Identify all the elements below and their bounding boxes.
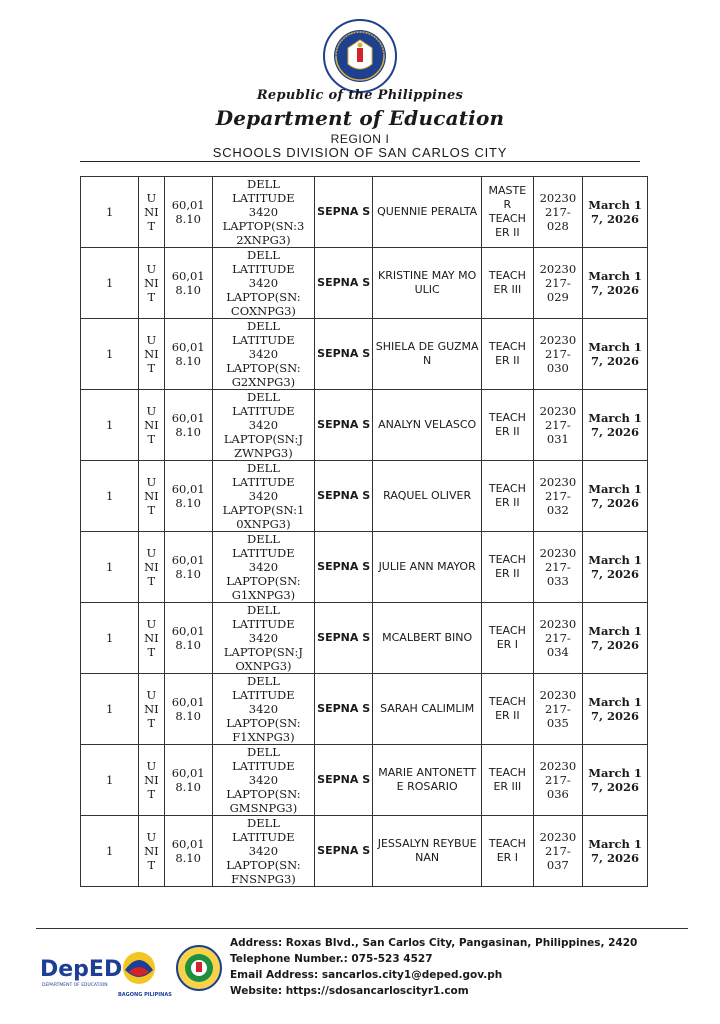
property-number-cell-line: 20230 bbox=[539, 759, 577, 773]
property-number-cell-line: 028 bbox=[546, 219, 569, 233]
quantity-cell: 1 bbox=[81, 816, 139, 887]
table-row bbox=[81, 603, 648, 674]
position-cell-line: TEACH bbox=[488, 695, 526, 708]
description-cell-line: LAPTOP(SN:1 bbox=[222, 503, 305, 517]
unit-cell-line: U bbox=[146, 404, 157, 418]
unit-cost-cell-line: 8.10 bbox=[175, 425, 201, 439]
footer-divider bbox=[36, 928, 688, 929]
unit-cell-line: T bbox=[147, 574, 156, 588]
property-number-cell bbox=[533, 461, 582, 532]
unit-cell bbox=[139, 390, 164, 461]
quantity-cell: 1 bbox=[81, 745, 139, 816]
employee-name-cell: JULIE ANN MAYOR bbox=[373, 532, 482, 603]
quantity-cell: 1 bbox=[81, 390, 139, 461]
property-number-cell-line: 033 bbox=[546, 574, 569, 588]
property-number-cell bbox=[533, 816, 582, 887]
unit-cost-cell-line: 8.10 bbox=[175, 283, 201, 297]
bagong-pilipinas-logo bbox=[118, 952, 172, 998]
description-cell-line: 3420 bbox=[248, 702, 279, 716]
footer-email: Email Address: sancarlos.city1@deped.gov.ph bbox=[230, 969, 503, 981]
position-cell-line: ER I bbox=[496, 851, 519, 864]
description-cell bbox=[212, 319, 314, 390]
description-cell-line: LATITUDE bbox=[232, 404, 295, 418]
property-number-cell bbox=[533, 745, 582, 816]
unit-cost-cell bbox=[164, 390, 212, 461]
description-cell-line: LAPTOP(SN:3 bbox=[222, 219, 305, 233]
property-number-cell-line: 20230 bbox=[539, 404, 577, 418]
position-cell-line: TEACH bbox=[488, 624, 526, 637]
description-cell-line: LATITUDE bbox=[232, 191, 295, 205]
position-cell-line: TEACH bbox=[488, 766, 526, 779]
date-cell: March 17, 2026 bbox=[583, 319, 648, 390]
position-cell-line: TEACH bbox=[488, 837, 526, 850]
source-cell: SEPNA S bbox=[315, 674, 373, 745]
employee-name-cell: KRISTINE MAY MOULIC bbox=[373, 248, 482, 319]
unit-cost-cell-line: 60,01 bbox=[171, 198, 205, 212]
property-number-cell bbox=[533, 319, 582, 390]
description-cell-line: 3420 bbox=[248, 773, 279, 787]
description-cell-line: 3420 bbox=[248, 489, 279, 503]
position-cell-line: R bbox=[503, 198, 512, 211]
unit-cell-line: U bbox=[146, 830, 157, 844]
property-number-cell bbox=[533, 674, 582, 745]
property-table bbox=[80, 176, 648, 887]
position-cell-line: ER III bbox=[493, 780, 522, 793]
description-cell-line: GMSNPG3) bbox=[229, 801, 298, 815]
description-cell bbox=[212, 532, 314, 603]
description-cell-line: LATITUDE bbox=[232, 688, 295, 702]
employee-name-cell: SHIELA DE GUZMAN bbox=[373, 319, 482, 390]
description-cell-line: LAPTOP(SN:J bbox=[223, 645, 303, 659]
unit-cost-cell bbox=[164, 248, 212, 319]
description-cell-line: ZWNPG3) bbox=[234, 446, 293, 460]
description-cell-line: LATITUDE bbox=[232, 546, 295, 560]
unit-cell-line: U bbox=[146, 191, 157, 205]
table-row bbox=[81, 319, 648, 390]
position-cell-line: MASTE bbox=[488, 184, 527, 197]
position-cell bbox=[482, 248, 534, 319]
description-cell-line: 3420 bbox=[248, 844, 279, 858]
unit-cell bbox=[139, 745, 164, 816]
position-cell-line: TEACH bbox=[488, 553, 526, 566]
description-cell-line: DELL bbox=[246, 390, 280, 404]
footer-website: Website: https://sdosancarloscityr1.com bbox=[230, 985, 469, 997]
unit-cell bbox=[139, 532, 164, 603]
description-cell-line: DELL bbox=[246, 461, 280, 475]
property-number-cell-line: 20230 bbox=[539, 546, 577, 560]
property-number-cell-line: 035 bbox=[546, 716, 569, 730]
unit-cost-cell-line: 8.10 bbox=[175, 709, 201, 723]
position-cell-line: ER II bbox=[495, 354, 520, 367]
position-cell bbox=[482, 177, 534, 248]
description-cell-line: 0XNPG3) bbox=[236, 517, 291, 531]
description-cell-line: DELL bbox=[246, 603, 280, 617]
property-number-cell-line: 217- bbox=[544, 276, 571, 290]
property-number-cell-line: 034 bbox=[546, 645, 569, 659]
employee-name-cell: ANALYN VELASCO bbox=[373, 390, 482, 461]
unit-cost-cell bbox=[164, 319, 212, 390]
unit-cell-line: T bbox=[147, 290, 156, 304]
quantity-cell: 1 bbox=[81, 248, 139, 319]
property-number-cell-line: 20230 bbox=[539, 191, 577, 205]
property-number-cell-line: 029 bbox=[546, 290, 569, 304]
description-cell-line: OXNPG3) bbox=[235, 659, 292, 673]
source-cell: SEPNA S bbox=[315, 816, 373, 887]
unit-cost-cell bbox=[164, 532, 212, 603]
unit-cost-cell-line: 8.10 bbox=[175, 780, 201, 794]
position-cell-line: ER II bbox=[495, 226, 520, 239]
property-number-cell-line: 217- bbox=[544, 205, 571, 219]
source-cell: SEPNA S bbox=[315, 603, 373, 674]
position-cell-line: ER II bbox=[495, 709, 520, 722]
property-number-cell bbox=[533, 603, 582, 674]
description-cell-line: LAPTOP(SN:J bbox=[223, 432, 303, 446]
unit-cost-cell-line: 8.10 bbox=[175, 496, 201, 510]
table-row bbox=[81, 248, 648, 319]
table-row bbox=[81, 390, 648, 461]
position-cell bbox=[482, 461, 534, 532]
unit-cell-line: T bbox=[147, 361, 156, 375]
source-cell: SEPNA S bbox=[315, 461, 373, 532]
footer-contact bbox=[230, 935, 637, 999]
employee-name-cell: MARIE ANTONETTE ROSARIO bbox=[373, 745, 482, 816]
unit-cell-line: NI bbox=[144, 276, 159, 290]
department-heading: Department of Education bbox=[215, 106, 505, 130]
unit-cell bbox=[139, 603, 164, 674]
description-cell-line: LATITUDE bbox=[232, 333, 295, 347]
unit-cell-line: T bbox=[147, 432, 156, 446]
republic-heading: Republic of the Philippines bbox=[256, 88, 464, 103]
date-cell: March 17, 2026 bbox=[583, 390, 648, 461]
unit-cell bbox=[139, 248, 164, 319]
property-number-cell-line: 217- bbox=[544, 844, 571, 858]
description-cell bbox=[212, 177, 314, 248]
employee-name-cell: JESSALYN REYBUENAN bbox=[373, 816, 482, 887]
unit-cost-cell-line: 60,01 bbox=[171, 482, 205, 496]
unit-cost-cell-line: 8.10 bbox=[175, 851, 201, 865]
position-cell-line: ER II bbox=[495, 567, 520, 580]
description-cell bbox=[212, 745, 314, 816]
deped-logo-text: DepED bbox=[40, 957, 123, 982]
unit-cell-line: NI bbox=[144, 418, 159, 432]
description-cell bbox=[212, 461, 314, 532]
position-cell-line: ER I bbox=[496, 638, 519, 651]
unit-cost-cell-line: 60,01 bbox=[171, 766, 205, 780]
position-cell bbox=[482, 603, 534, 674]
employee-name-cell: MCALBERT BINO bbox=[373, 603, 482, 674]
position-cell-line: ER III bbox=[493, 283, 522, 296]
unit-cell-line: T bbox=[147, 503, 156, 517]
unit-cost-cell-line: 8.10 bbox=[175, 354, 201, 368]
unit-cost-cell bbox=[164, 816, 212, 887]
property-number-cell-line: 20230 bbox=[539, 333, 577, 347]
unit-cell-line: NI bbox=[144, 631, 159, 645]
description-cell-line: 3420 bbox=[248, 418, 279, 432]
deped-seal-logo bbox=[322, 18, 398, 94]
position-cell bbox=[482, 319, 534, 390]
unit-cell-line: U bbox=[146, 759, 157, 773]
table-row bbox=[81, 816, 648, 887]
description-cell-line: LATITUDE bbox=[232, 759, 295, 773]
unit-cell-line: U bbox=[146, 688, 157, 702]
division-heading: SCHOOLS DIVISION OF SAN CARLOS CITY bbox=[212, 145, 508, 160]
unit-cost-cell bbox=[164, 461, 212, 532]
property-number-cell-line: 217- bbox=[544, 347, 571, 361]
quantity-cell: 1 bbox=[81, 319, 139, 390]
position-cell-line: TEACH bbox=[488, 212, 526, 225]
date-cell: March 17, 2026 bbox=[583, 603, 648, 674]
description-cell bbox=[212, 390, 314, 461]
footer-telephone: Telephone Number.: 075-523 4527 bbox=[230, 953, 433, 965]
unit-cell bbox=[139, 319, 164, 390]
unit-cell-line: U bbox=[146, 617, 157, 631]
property-number-cell-line: 20230 bbox=[539, 475, 577, 489]
position-cell-line: TEACH bbox=[488, 340, 526, 353]
position-cell-line: TEACH bbox=[488, 269, 526, 282]
date-cell: March 17, 2026 bbox=[583, 745, 648, 816]
unit-cell-line: U bbox=[146, 475, 157, 489]
property-number-cell bbox=[533, 532, 582, 603]
unit-cell-line: NI bbox=[144, 560, 159, 574]
property-number-cell-line: 037 bbox=[546, 858, 569, 872]
unit-cost-cell-line: 60,01 bbox=[171, 340, 205, 354]
date-cell: March 17, 2026 bbox=[583, 461, 648, 532]
unit-cost-cell-line: 60,01 bbox=[171, 553, 205, 567]
position-cell-line: TEACH bbox=[488, 411, 526, 424]
description-cell-line: G2XNPG3) bbox=[231, 375, 296, 389]
unit-cell-line: NI bbox=[144, 702, 159, 716]
position-cell-line: ER II bbox=[495, 496, 520, 509]
property-number-cell-line: 20230 bbox=[539, 262, 577, 276]
source-cell: SEPNA S bbox=[315, 177, 373, 248]
description-cell-line: F1XNPG3) bbox=[232, 730, 295, 744]
property-number-cell bbox=[533, 248, 582, 319]
unit-cell bbox=[139, 177, 164, 248]
date-cell: March 17, 2026 bbox=[583, 177, 648, 248]
unit-cost-cell-line: 60,01 bbox=[171, 411, 205, 425]
property-number-cell-line: 217- bbox=[544, 489, 571, 503]
date-cell: March 17, 2026 bbox=[583, 248, 648, 319]
division-seal-logo bbox=[177, 946, 221, 990]
property-number-cell-line: 20230 bbox=[539, 688, 577, 702]
description-cell bbox=[212, 816, 314, 887]
footer-logos bbox=[38, 940, 228, 1000]
property-number-cell-line: 217- bbox=[544, 560, 571, 574]
position-cell-line: ER II bbox=[495, 425, 520, 438]
description-cell bbox=[212, 674, 314, 745]
description-cell-line: DELL bbox=[246, 532, 280, 546]
property-number-cell-line: 217- bbox=[544, 702, 571, 716]
unit-cell-line: T bbox=[147, 787, 156, 801]
position-cell bbox=[482, 745, 534, 816]
property-number-cell-line: 20230 bbox=[539, 830, 577, 844]
property-number-cell-line: 030 bbox=[546, 361, 569, 375]
employee-name-cell: QUENNIE PERALTA bbox=[373, 177, 482, 248]
unit-cost-cell-line: 60,01 bbox=[171, 269, 205, 283]
description-cell-line: DELL bbox=[246, 674, 280, 688]
unit-cell bbox=[139, 816, 164, 887]
description-cell-line: 3420 bbox=[248, 347, 279, 361]
date-cell: March 17, 2026 bbox=[583, 816, 648, 887]
position-cell bbox=[482, 390, 534, 461]
unit-cost-cell-line: 60,01 bbox=[171, 695, 205, 709]
header-divider bbox=[80, 161, 640, 162]
quantity-cell: 1 bbox=[81, 461, 139, 532]
description-cell-line: FNSNPG3) bbox=[231, 872, 296, 886]
quantity-cell: 1 bbox=[81, 177, 139, 248]
description-cell-line: DELL bbox=[246, 319, 280, 333]
table-row bbox=[81, 461, 648, 532]
deped-logo-caption: DEPARTMENT OF EDUCATION bbox=[42, 983, 108, 988]
unit-cell-line: NI bbox=[144, 773, 159, 787]
source-cell: SEPNA S bbox=[315, 532, 373, 603]
source-cell: SEPNA S bbox=[315, 390, 373, 461]
description-cell-line: LAPTOP(SN: bbox=[226, 361, 301, 375]
unit-cell-line: NI bbox=[144, 489, 159, 503]
description-cell-line: LATITUDE bbox=[232, 830, 295, 844]
source-cell: SEPNA S bbox=[315, 745, 373, 816]
description-cell-line: DELL bbox=[246, 816, 280, 830]
property-number-cell bbox=[533, 177, 582, 248]
unit-cell-line: T bbox=[147, 219, 156, 233]
position-cell bbox=[482, 816, 534, 887]
region-heading: REGION I bbox=[330, 132, 390, 146]
date-cell: March 17, 2026 bbox=[583, 532, 648, 603]
property-number-cell-line: 20230 bbox=[539, 617, 577, 631]
unit-cost-cell bbox=[164, 603, 212, 674]
description-cell-line: LAPTOP(SN: bbox=[226, 716, 301, 730]
description-cell-line: DELL bbox=[246, 248, 280, 262]
source-cell: SEPNA S bbox=[315, 319, 373, 390]
description-cell bbox=[212, 248, 314, 319]
unit-cell bbox=[139, 461, 164, 532]
unit-cell-line: NI bbox=[144, 205, 159, 219]
description-cell-line: 2XNPG3) bbox=[236, 233, 291, 247]
description-cell-line: 3420 bbox=[248, 560, 279, 574]
unit-cost-cell bbox=[164, 674, 212, 745]
unit-cell bbox=[139, 674, 164, 745]
description-cell bbox=[212, 603, 314, 674]
source-cell: SEPNA S bbox=[315, 248, 373, 319]
unit-cell-line: T bbox=[147, 645, 156, 659]
unit-cell-line: NI bbox=[144, 347, 159, 361]
property-number-cell bbox=[533, 390, 582, 461]
table-row bbox=[81, 674, 648, 745]
unit-cost-cell bbox=[164, 745, 212, 816]
description-cell-line: DELL bbox=[246, 177, 280, 191]
unit-cost-cell-line: 8.10 bbox=[175, 212, 201, 226]
property-number-cell-line: 031 bbox=[546, 432, 569, 446]
property-number-cell-line: 036 bbox=[546, 787, 569, 801]
unit-cell-line: U bbox=[146, 333, 157, 347]
date-cell: March 17, 2026 bbox=[583, 674, 648, 745]
description-cell-line: LATITUDE bbox=[232, 617, 295, 631]
property-number-cell-line: 217- bbox=[544, 773, 571, 787]
property-number-cell-line: 217- bbox=[544, 631, 571, 645]
quantity-cell: 1 bbox=[81, 603, 139, 674]
unit-cost-cell-line: 8.10 bbox=[175, 638, 201, 652]
unit-cell-line: T bbox=[147, 858, 156, 872]
quantity-cell: 1 bbox=[81, 674, 139, 745]
property-number-cell-line: 032 bbox=[546, 503, 569, 517]
employee-name-cell: SARAH CALIMLIM bbox=[373, 674, 482, 745]
unit-cost-cell bbox=[164, 177, 212, 248]
description-cell-line: DELL bbox=[246, 745, 280, 759]
description-cell-line: G1XNPG3) bbox=[231, 588, 296, 602]
unit-cost-cell-line: 60,01 bbox=[171, 837, 205, 851]
description-cell-line: 3420 bbox=[248, 205, 279, 219]
description-cell-line: LATITUDE bbox=[232, 262, 295, 276]
description-cell-line: 3420 bbox=[248, 276, 279, 290]
unit-cell-line: U bbox=[146, 262, 157, 276]
unit-cell-line: NI bbox=[144, 844, 159, 858]
description-cell-line: LAPTOP(SN: bbox=[226, 787, 301, 801]
description-cell-line: LAPTOP(SN: bbox=[226, 574, 301, 588]
quantity-cell: 1 bbox=[81, 532, 139, 603]
employee-name-cell: RAQUEL OLIVER bbox=[373, 461, 482, 532]
svg-text:BAGONG PILIPINAS: BAGONG PILIPINAS bbox=[118, 992, 172, 998]
description-cell-line: COXNPG3) bbox=[230, 304, 296, 318]
footer-address: Address: Roxas Blvd., San Carlos City, Pangasinan, Philippines, 2420 bbox=[230, 937, 638, 949]
unit-cost-cell-line: 8.10 bbox=[175, 567, 201, 581]
description-cell-line: LAPTOP(SN: bbox=[226, 858, 301, 872]
table-row bbox=[81, 745, 648, 816]
description-cell-line: 3420 bbox=[248, 631, 279, 645]
unit-cell-line: T bbox=[147, 716, 156, 730]
position-cell bbox=[482, 674, 534, 745]
position-cell-line: TEACH bbox=[488, 482, 526, 495]
description-cell-line: LAPTOP(SN: bbox=[226, 290, 301, 304]
position-cell bbox=[482, 532, 534, 603]
table-row bbox=[81, 177, 648, 248]
table-row bbox=[81, 532, 648, 603]
unit-cost-cell-line: 60,01 bbox=[171, 624, 205, 638]
property-number-cell-line: 217- bbox=[544, 418, 571, 432]
unit-cell-line: U bbox=[146, 546, 157, 560]
description-cell-line: LATITUDE bbox=[232, 475, 295, 489]
